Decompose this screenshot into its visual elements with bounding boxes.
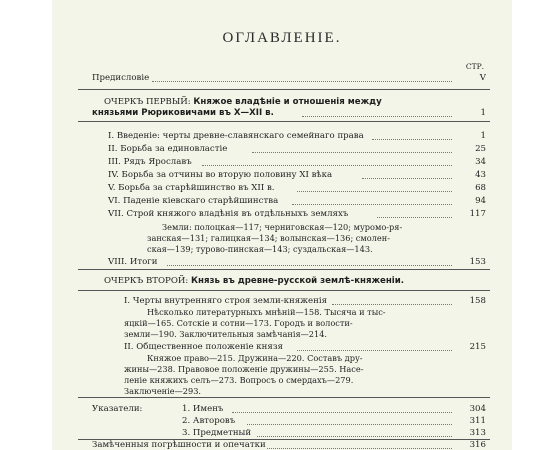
toc-subentry-line: земли—190. Заключительныя замѣчанія—214. [124,329,328,339]
toc-page: 68 [475,183,486,193]
toc-page: 117 [469,209,486,219]
essay1-title-line2: князьями Рюриковичами въ X—XII в. [92,108,274,118]
index-entry: 2. Авторовъ [182,416,236,426]
toc-page: 43 [475,170,486,180]
toc-subentry-line: жины—238. Правовое положеніе дружины—255. Насе- [124,364,364,374]
leader-dots [377,217,452,218]
toc-entry: II. Борьба за единовластіе [108,144,228,154]
toc-page: 215 [469,342,486,352]
toc-page: 158 [469,296,486,306]
toc-entry: I. Введеніе: черты древне-славянскаго семейнаго права [108,131,364,141]
toc-entry: V. Борьба за старѣйшинство въ XII в. [108,183,275,193]
toc-page: 94 [475,196,486,206]
toc-page-preface: V [479,73,486,83]
essay1-heading [104,97,382,107]
essay1-page: 1 [480,108,486,118]
leader-dots [232,412,452,413]
toc-subentry-line: яцкій—165. Сотскіе и сотни—173. Городъ и волости- [124,318,353,328]
toc-entry: VI. Паденіе кіевскаго старѣйшинства [108,196,279,206]
index-page: 313 [469,428,486,438]
toc-subentry-line: ская—139; турово-пинская—143; суздальская—143. [147,244,373,254]
essay1-prefix: ОЧЕРКЪ ПЕРВЫЙ: [104,97,191,107]
index-entry: 3. Предметный [182,428,252,438]
toc-subentry-line: Нѣсколько литературныхъ мнѣній—158. Тысяча и тыс- [147,307,386,317]
essay2-prefix: ОЧЕРКЪ ВТОРОЙ: [104,276,189,286]
leader-dots [362,178,452,179]
toc-entry: II. Общественное положеніе князя [124,342,283,352]
index-label: Указатели: [92,404,143,414]
divider [78,397,490,398]
toc-entry-errata: Замѣченныя погрѣшности и опечатки [92,440,266,450]
leader-dots [167,265,452,266]
toc-page: 25 [475,144,486,154]
toc-entry: VII. Строй княжого владѣнія въ отдѣльныхъ земляхъ [108,209,349,219]
book-page [52,0,512,450]
index-page: 311 [469,416,486,426]
page-title: ОГЛАВЛЕНІЕ. [222,30,342,46]
leader-dots [152,81,452,82]
toc-entry: IV. Борьба за отчины во вторую половину XI вѣка [108,170,333,180]
toc-entry: VIII. Итоги [108,257,158,267]
leader-dots [252,152,452,153]
leader-dots [247,424,452,425]
essay2-heading [104,276,404,286]
leader-dots [267,448,452,449]
essay1-title-line1: Княжое владѣніе и отношенія между [193,97,382,107]
toc-subentry-line: Земли: полоцкая—117; черниговская—120; муромо-ря- [162,222,403,232]
toc-page-errata: 316 [469,440,486,450]
leader-dots [292,204,452,205]
toc-subentry-line: Заключеніе—293. [124,386,202,396]
index-entry: 1. Именъ [182,404,224,414]
toc-entry: III. Рядъ Ярославъ [108,157,192,167]
divider [78,89,490,90]
essay2-title: Князь въ древне-русской землѣ-княженіи. [191,276,405,286]
page-column-header: СТР. [465,62,484,71]
toc-subentry-line: Княжое право—215. Дружина—220. Составъ дру- [147,353,363,363]
leader-dots [297,350,452,351]
leader-dots [257,436,452,437]
divider [78,121,490,122]
leader-dots [302,116,452,117]
toc-page: 34 [475,157,486,167]
divider [78,269,490,270]
leader-dots [297,191,452,192]
leader-dots [332,304,452,305]
leader-dots [202,165,452,166]
toc-subentry-line: леніе княжихъ селъ—273. Вопросъ о смердахъ—279. [124,375,354,385]
toc-entry: I. Черты внутренняго строя земли-княженія [124,296,328,306]
toc-page: 1 [480,131,486,141]
toc-page: 153 [469,257,486,267]
divider [78,290,490,291]
index-page: 304 [469,404,486,414]
leader-dots [372,139,452,140]
toc-subentry-line: занская—131; галицкая—134; волынская—136; смолен- [147,233,390,243]
toc-entry-preface: Предисловіе [92,73,150,83]
